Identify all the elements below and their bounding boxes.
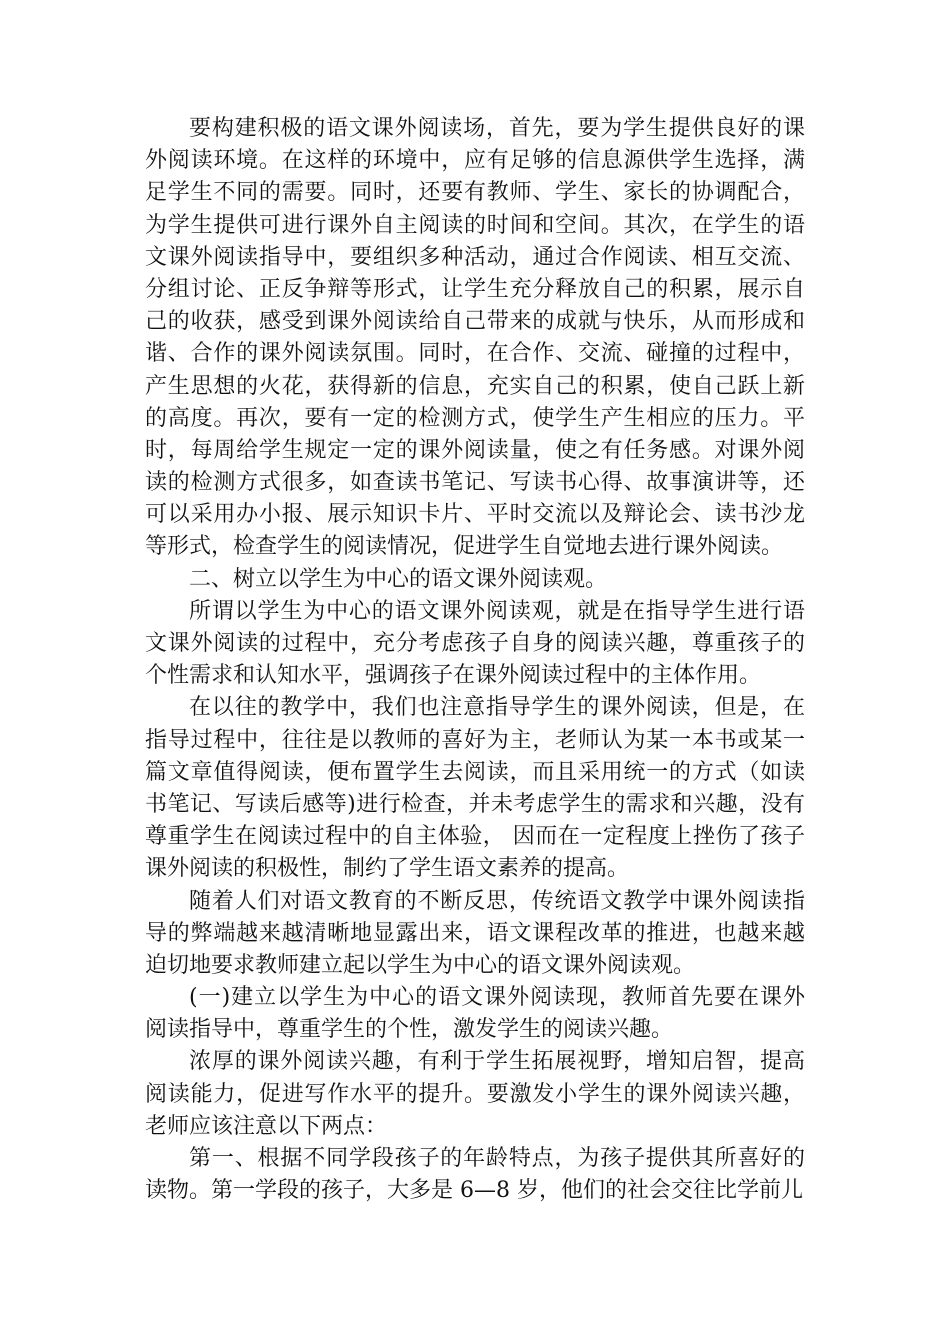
text-line: 等形式，检查学生的阅读情况，促进学生自觉地去进行课外阅读。 [145,534,784,560]
paragraph [145,692,805,885]
text-line: 浓厚的课外阅读兴趣，有利于学生拓展视野，增知启智，提高 [189,1049,805,1075]
text-line: 产生思想的火花，获得新的信息，充实自己的积累，使自己跃上新 [145,373,805,399]
body-text [145,113,805,1207]
text-line: 导的弊端越来越清晰地显露出来，语文课程改革的推进，也越来越 [145,920,805,946]
text-line: 指导过程中，往往是以教师的喜好为主，老师认为某一本书或某一 [145,727,805,753]
text-line: 阅读指导中，尊重学生的个性，激发学生的阅读兴趣。 [145,1017,674,1043]
text-line: 迫切地要求教师建立起以学生为中心的语文课外阅读观。 [145,952,696,978]
paragraph [145,1143,805,1207]
paragraph [145,564,805,596]
text-line: 第一、根据不同学段孩子的年龄特点，为孩子提供其所喜好的 [189,1146,805,1171]
paragraph [145,886,805,983]
text-line: 在以往的教学中，我们也注意指导学生的课外阅读，但是，在 [189,695,805,721]
text-line: 己的收获，感受到课外阅读给自己带来的成就与快乐，从而形成和 [145,309,805,335]
text-line: 读物。第一学段的孩子，大多是 6—8 岁，他们的社会交往比学前儿 [145,1178,803,1204]
text-line: 随着人们对语文教育的不断反思，传统语文教学中课外阅读指 [189,888,805,914]
text-line: 文课外阅读指导中，要组织多种活动，通过合作阅读、相互交流、 [145,244,805,270]
text-line: 为学生提供可进行课外自主阅读的时间和空间。其次，在学生的语 [145,212,805,238]
text-line: 老师应该注意以下两点： [145,1113,388,1139]
paragraph [145,113,805,564]
text-line: 要构建积极的语文课外阅读场，首先，要为学生提供良好的课 [189,116,805,141]
text-line: 篇文章值得阅读，便布置学生去阅读，而且采用统一的方式（如读 [145,759,805,785]
text-line: 的高度。再次，要有一定的检测方式，使学生产生相应的压力。平 [145,405,805,431]
text-line: 外阅读环境。在这样的环境中，应有足够的信息源供学生选择，满 [145,148,805,174]
text-line: 二、树立以学生为中心的语文课外阅读观。 [189,566,608,592]
text-line: 尊重学生在阅读过程中的自主体验， 因而在一定程度上挫伤了孩子 [145,824,805,850]
text-line: (一)建立以学生为中心的语文课外阅读现，教师首先要在课外 [189,985,805,1011]
text-line: 足学生不同的需要。同时，还要有教师、学生、家长的协调配合， [145,180,805,206]
paragraph [145,596,805,693]
text-line: 时，每周给学生规定一定的课外阅读量，使之有任务感。对课外阅 [145,437,805,463]
text-line: 课外阅读的积极性，制约了学生语文素养的提高。 [145,856,630,882]
text-line: 分组讨论、正反争辩等形式，让学生充分释放自己的积累，展示自 [145,276,805,302]
text-line: 可以采用办小报、展示知识卡片、平时交流以及辩论会、读书沙龙 [145,502,805,528]
text-line: 阅读能力，促进写作水平的提升。要激发小学生的课外阅读兴趣， [145,1081,805,1107]
text-line: 所谓以学生为中心的语文课外阅读观，就是在指导学生进行语 [189,598,805,624]
text-line: 读的检测方式很多，如查读书笔记、写读书心得、故事演讲等，还 [145,470,805,496]
text-line: 谐、合作的课外阅读氛围。同时，在合作、交流、碰撞的过程中， [145,341,805,367]
text-line: 文课外阅读的过程中，充分考虑孩子自身的阅读兴趣，尊重孩子的 [145,631,805,656]
paragraph [145,1046,805,1143]
text-line: 书笔记、写读后感等)进行检查，并未考虑学生的需求和兴趣，没有 [145,791,805,817]
text-line: 个性需求和认知水平，强调孩子在课外阅读过程中的主体作用。 [145,663,762,689]
paragraph [145,982,805,1046]
